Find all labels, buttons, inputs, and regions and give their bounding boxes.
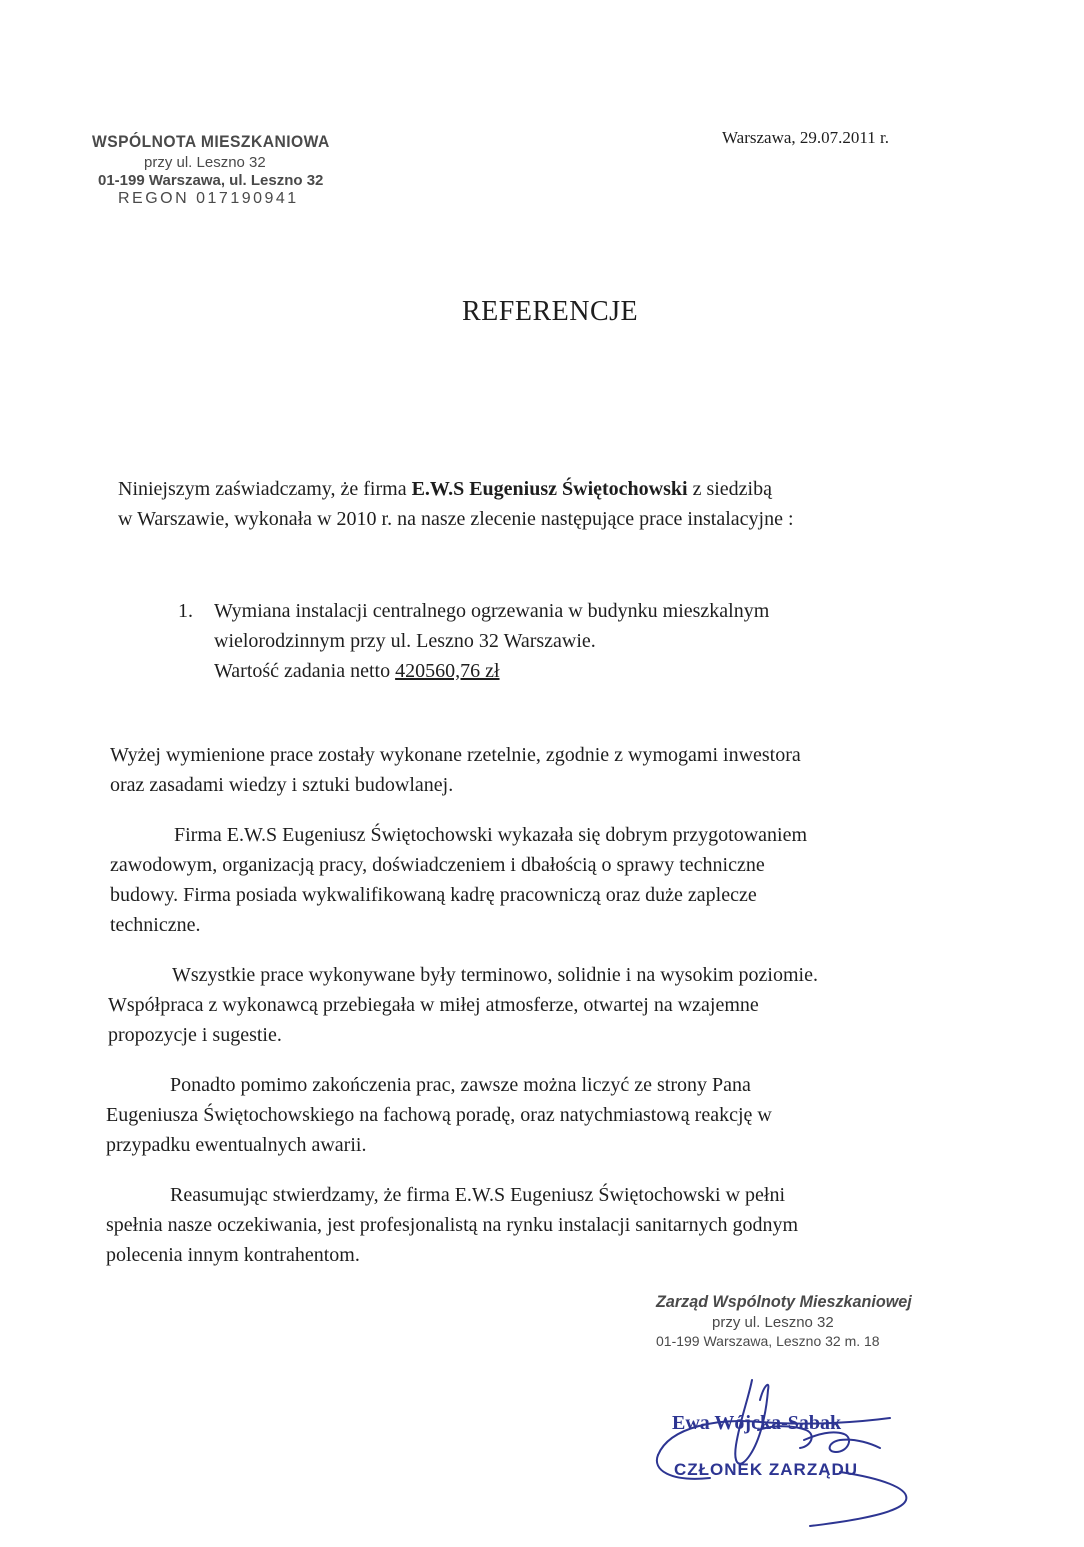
organization-stamp [92,132,352,208]
board-stamp [640,1292,940,1349]
signatory-name: Ewa Wójcka-Sabak [672,1412,842,1434]
intro-paragraph [118,474,794,534]
company-name: E.W.S Eugeniusz Świętochowski [411,478,688,500]
paragraph-support: Ponadto pomimo zakończenia prac, zawsze można liczyć ze strony Pana Eugeniusza Świętochowskiego na fachową poradę, oraz natychmiastową reakcję w przypadku ewentualnych awarii. [106,1074,772,1156]
paragraph-cooperation: Wszystkie prace wykonywane były terminowo, solidnie i na wysokim poziomie. Współpraca z wykonawcą przebiegała w miłej atmosferze, otwartej na wzajemne propozycje i sugestie. [108,964,818,1046]
paragraph-competence: Firma E.W.S Eugeniusz Świętochowski wykazała się dobrym przygotowaniem zawodowym, organizacją pracy, doświadczeniem i dbałością o sprawy techniczne budowy. Firma posiada wykwalifikowaną kadrę pracowniczą oraz duże zaplecze techniczne. [110,824,808,936]
document-title: REFERENCJE [462,296,639,327]
board-stamp-name: Zarząd Wspólnoty Mieszkaniowej [656,1292,912,1311]
stamp-org-name: WSPÓLNOTA MIESZKANIOWA [92,132,330,151]
stamp-regon: REGON 017190941 [118,190,299,207]
handwritten-signature [640,1360,930,1530]
letter-date: Warszawa, 29.07.2011 r. [722,128,890,147]
paragraph-quality: Wyżej wymienione prace zostały wykonane rzetelnie, zgodnie z wymogami inwestora oraz zasadami wiedzy i sztuki budowlanej. [110,744,801,796]
intro-line-1: Niniejszym zaświadczamy, że firma E.W.S Eugeniusz Świętochowski z siedzibą [118,478,772,500]
list-item-number: 1. [178,600,193,622]
stamp-address: 01-199 Warszawa, ul. Leszno 32 [98,172,324,189]
stamp-street: przy ul. Leszno 32 [144,154,266,171]
signatory-role: CZŁONEK ZARZĄDU [674,1460,859,1479]
board-stamp-street: przy ul. Leszno 32 [712,1314,834,1331]
board-stamp-address: 01-199 Warszawa, Leszno 32 m. 18 [656,1333,880,1349]
paragraph-summary: Reasumując stwierdzamy, że firma E.W.S Eugeniusz Świętochowski w pełni spełnia nasze oczekiwania, jest profesjonalistą na rynku instalacji sanitarnych godnym polecenia innym kontrahentom. [106,1184,799,1266]
intro-line-2: w Warszawie, wykonała w 2010 r. na nasze zlecenie następujące prace instalacyjne : [118,508,794,530]
contract-value: 420560,76 zł [395,660,500,682]
